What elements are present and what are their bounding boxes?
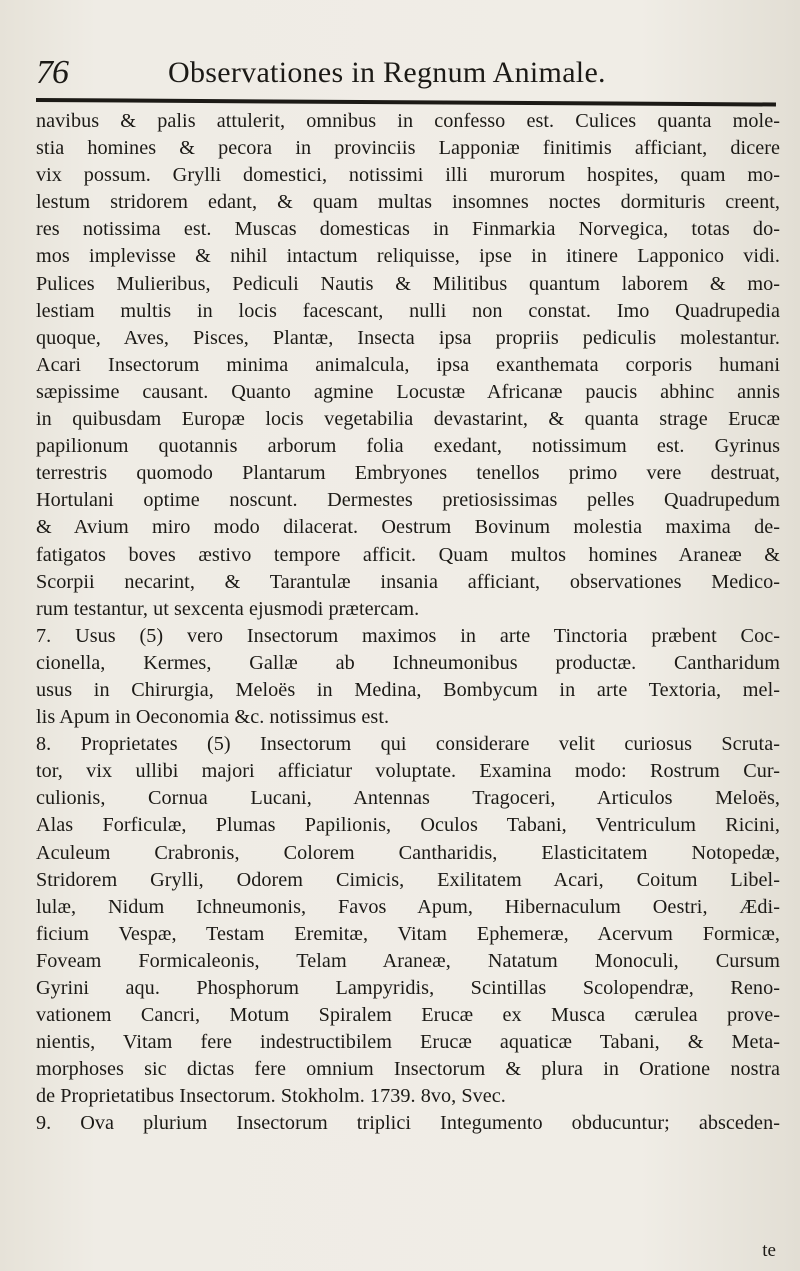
header-rule [36, 98, 776, 107]
text-line: res notissima est. Muscas domesticas in Finmarkia Norvegica, totas do- [36, 218, 780, 241]
text-line: Hortulani optime noscunt. Dermestes pretiosissimas pelles Quadrupedum [36, 489, 780, 512]
text-line: ficium Vespæ, Testam Eremitæ, Vitam Ephemeræ, Acervum Formicæ, [36, 922, 780, 945]
text-line: terrestris quomodo Plantarum Embryones tenellos primo vere destruat, [36, 462, 780, 485]
text-line: usus in Chirurgia, Meloës in Medina, Bombycum in arte Textoria, mel- [36, 678, 780, 701]
text-line: Foveam Formicaleonis, Telam Araneæ, Natatum Monoculi, Cursum [36, 949, 780, 972]
text-line: 7. Usus (5) vero Insectorum maximos in arte Tinctoria præbent Coc- [36, 624, 780, 647]
text-line: lis Apum in Oeconomia &c. notissimus est. [36, 706, 390, 729]
text-line: morphoses sic dictas fere omnium Insectorum & plura in Oratione nostra [36, 1058, 780, 1081]
text-line: mos implevisse & nihil intactum reliquisse, ipse in itinere Lapponico vidi. [36, 245, 780, 268]
text-line: 8. Proprietates (5) Insectorum qui considerare velit curiosus Scruta- [36, 733, 780, 756]
running-title: Observationes in Regnum Animale. [168, 56, 606, 89]
text-line: & Avium miro modo dilacerat. Oestrum Bovinum molestia maxima de- [36, 516, 780, 539]
text-line: cionella, Kermes, Gallæ ab Ichneumonibus productæ. Cantharidum [36, 651, 780, 674]
text-line: quoque, Aves, Pisces, Plantæ, Insecta ipsa propriis pediculis molestantur. [36, 326, 780, 349]
text-line: Scorpii necarint, & Tarantulæ insania afficiant, observationes Medico- [36, 570, 780, 593]
page-header [36, 50, 776, 98]
text-line: culionis, Cornua Lucani, Antennas Tragoceri, Articulos Meloës, [36, 787, 780, 810]
text-line: de Proprietatibus Insectorum. Stokholm. 1739. 8vo, Svec. [36, 1085, 506, 1108]
text-line: fatigatos boves æstivo tempore afficit. Quam multos homines Araneæ & [36, 543, 780, 566]
text-line: Aculeum Crabronis, Colorem Cantharidis, Elasticitatem Notopedæ, [36, 841, 780, 864]
text-line: sæpissime causant. Quanto agmine Locustæ Africanæ paucis abhinc annis [36, 380, 780, 403]
text-line: lulæ, Nidum Ichneumonis, Favos Apum, Hibernaculum Oestri, Ædi- [36, 895, 780, 918]
text-line: tor, vix ullibi majori afficiatur voluptate. Examina modo: Rostrum Cur- [36, 760, 780, 783]
text-line: Acari Insectorum minima animalcula, ipsa exanthemata corporis humani [36, 353, 780, 376]
text-line: 9. Ova plurium Insectorum triplici Integumento obducuntur; absceden- [36, 1112, 780, 1135]
text-line: Gyrini aqu. Phosphorum Lampyridis, Scintillas Scolopendræ, Reno- [36, 977, 780, 999]
text-line: papilionum quotannis arborum folia exedant, notissimum est. Gyrinus [36, 435, 780, 458]
text-line: rum testantur, ut sexcenta ejusmodi prætercam. [36, 597, 420, 620]
text-line: lestiam multis in locis facescant, nulli non constat. Imo Quadrupedia [36, 299, 780, 322]
body-text [36, 108, 780, 1138]
text-line: lestum stridorem edant, & quam multas insomnes noctes dormituris creent, [36, 191, 780, 214]
text-line: vix possum. Grylli domestici, notissimi illi murorum hospites, quam mo- [36, 164, 780, 187]
page-number: 76 [36, 54, 68, 91]
text-line: nientis, Vitam fere indestructibilem Erucæ aquaticæ Tabani, & Meta- [36, 1031, 780, 1054]
text-line: Pulices Mulieribus, Pediculi Nautis & Militibus quantum laborem & mo- [36, 272, 780, 295]
text-line: stia homines & pecora in provinciis Lapponiæ finitimis afficiant, dicere [36, 137, 780, 160]
catchword: te [762, 1240, 776, 1261]
text-line: in quibusdam Europæ locis vegetabilia devastarint, & quanta strage Erucæ [36, 408, 780, 431]
text-line: Alas Forficulæ, Plumas Papilionis, Oculos Tabani, Ventriculum Ricini, [36, 814, 780, 837]
text-line: navibus & palis attulerit, omnibus in confesso est. Culices quanta mole- [36, 110, 780, 132]
text-line: vationem Cancri, Motum Spiralem Erucæ ex Musca cærulea prove- [36, 1004, 780, 1027]
text-line: Stridorem Grylli, Odorem Cimicis, Exilitatem Acari, Coitum Libel- [36, 868, 780, 891]
